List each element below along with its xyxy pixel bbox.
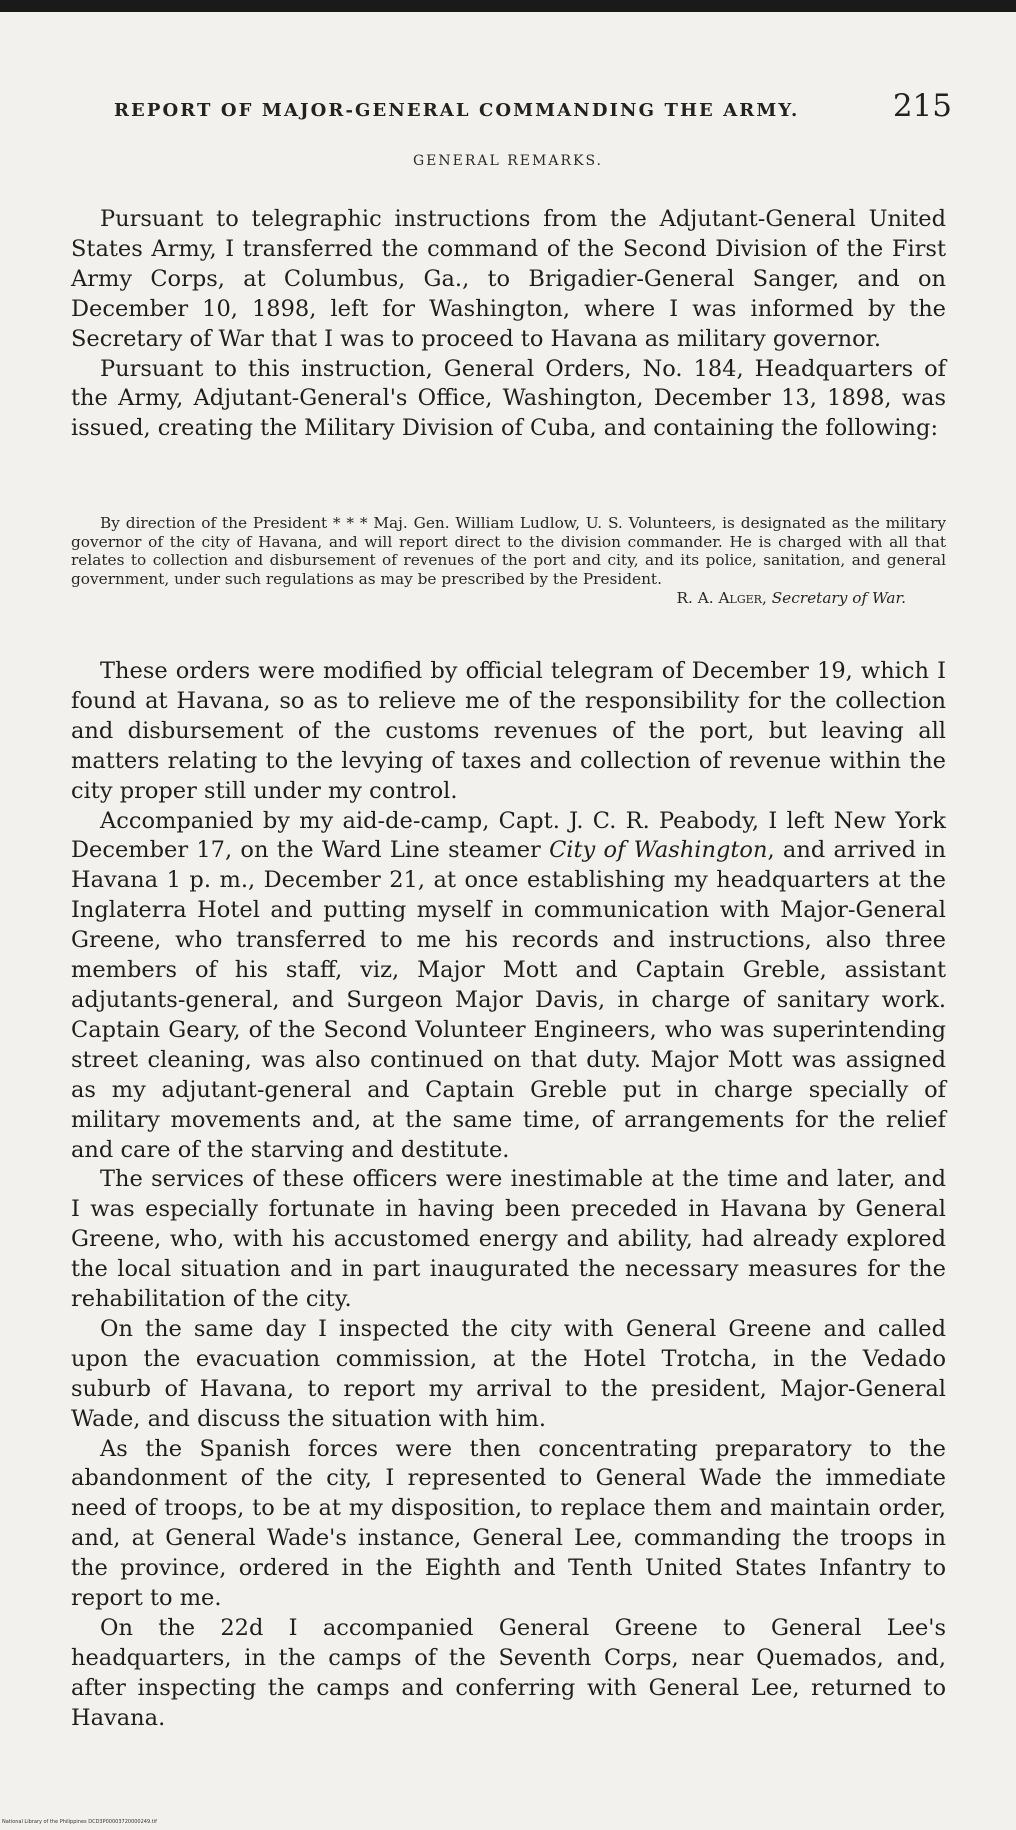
paragraph: On the same day I inspected the city with General Greene and called upon the evacuation commission, at the Hotel Trotcha, in the Vedado suburb of Havana, to report my arrival to the president, Major-General Wade, and discuss the situation with him. xyxy=(71,1315,946,1432)
body-text-intro xyxy=(71,205,946,444)
paragraph: Pursuant to telegraphic instructions from the Adjutant-General United States Army, I transferred the command of the Second Division of the First Army Corps, at Columbus, Ga., to Brigadier-General Sanger, and on December 10, 1898, left for Washington, where I was informed by the Secretary of War that I was to proceed to Havana as military governor. xyxy=(71,206,946,352)
body-text-main xyxy=(71,657,946,1734)
running-header xyxy=(114,88,952,132)
quoted-order-text: By direction of the President * * * Maj. Gen. William Ludlow, U. S. Volunteers, is designated as the military governor of the city of Havana, and will report direct to the division commander. He is charged with all that relates to collection and disbursement of revenues of the port and city, and its police, sanitation, and general government, under such regulations as may be prescribed by the President. xyxy=(71,514,946,588)
quoted-order xyxy=(71,514,946,608)
paragraph: As the Spanish forces were then concentrating preparatory to the abandonment of the city, I represented to General Wade the immediate need of troops, to be at my disposition, to replace them and maintain order, and, at General Wade's instance, General Lee, commanding the troops in the province, ordered in the Eighth and Tenth United States Infantry to report to me. xyxy=(71,1435,946,1612)
ship-name: City of Washington xyxy=(549,837,768,864)
scan-top-edge xyxy=(0,0,1016,12)
running-title: REPORT OF MAJOR-GENERAL COMMANDING THE ARMY. xyxy=(114,100,800,121)
section-heading: GENERAL REMARKS. xyxy=(412,153,604,169)
page-number: 215 xyxy=(892,88,952,124)
paragraph-segment: Accompanied by my aid-de-camp, Capt. J. C. R. Peabody, I left New York December 17, on the Ward Line steamer xyxy=(71,807,946,864)
scan-credit: National Library of the Philippines DCD3P00003720000249.tif xyxy=(2,1819,157,1825)
paragraph: The services of these officers were inestimable at the time and later, and I was especially fortunate in having been preceded in Havana by General Greene, who, with his accustomed energy and ability, had already explored the local situation and in part inaugurated the necessary measures for the rehabilitation of the city. xyxy=(71,1166,946,1313)
paragraph: Pursuant to this instruction, General Orders, No. 184, Headquarters of the Army, Adjutant-General's Office, Washington, December 13, 1898, was issued, creating the Military Division of Cuba, and containing the following: xyxy=(71,355,946,442)
paragraph xyxy=(71,807,946,1166)
paragraph-segment: , and arrived in Havana 1 p. m., December 21, at once establishing my headquarters at the Inglaterra Hotel and putting myself in communication with Major-General Greene, who transferred to me his records and instructions, also three members of his staff, viz, Major Mott and Captain Greble, assistant adjutants-general, and Surgeon Major Davis, in charge of sanitary work. Captain Geary, of the Second Volunteer Engineers, who was superintending street cleaning, was also continued on that duty. Major Mott was assigned as my adjutant-general and Captain Greble put in charge specially of military movements and, at the same time, of arrangements for the relief and care of the starving and destitute. xyxy=(71,837,947,1163)
quoted-order-signature xyxy=(71,589,946,608)
paragraph: On the 22d I accompanied General Greene to General Lee's headquarters, in the camps of the Seventh Corps, near Quemados, and, after inspecting the camps and conferring with General Lee, returned to Havana. xyxy=(71,1615,946,1731)
signature-name: R. A. Alger, xyxy=(676,589,767,608)
paragraph: These orders were modified by official telegram of December 19, which I found at Havana, so as to relieve me of the responsibility for the collection and disbursement of the customs revenues of the port, but leaving all matters relating to the levying of taxes and collection of revenue within the city proper still under my control. xyxy=(71,658,946,804)
signature-title: Secretary of War. xyxy=(771,589,906,608)
